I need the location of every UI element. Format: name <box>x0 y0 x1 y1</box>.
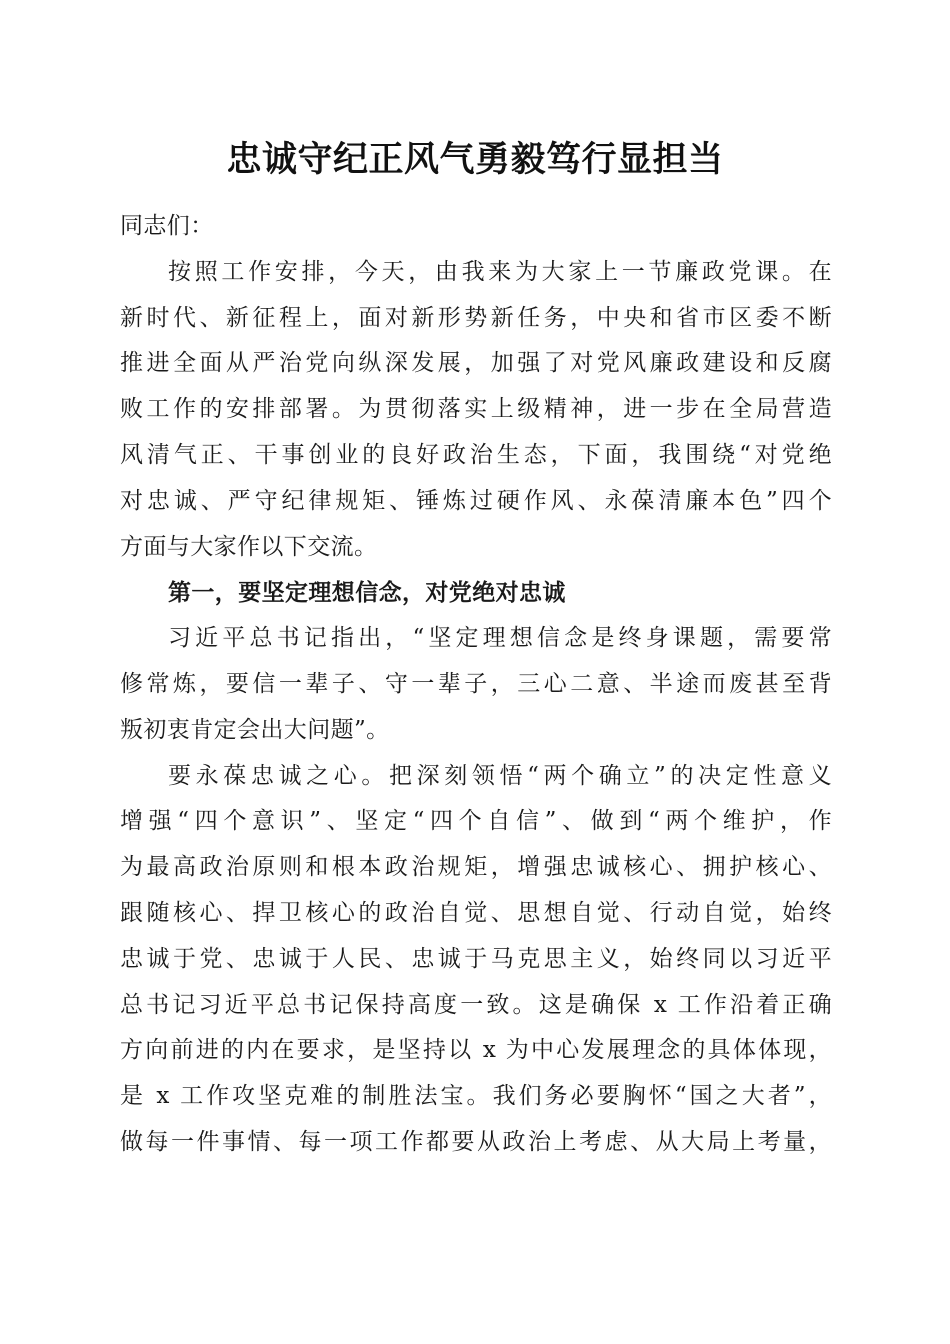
paragraph-line: 忠诚于党、忠诚于人民、忠诚于马克思主义，始终同以习近平 <box>120 945 832 972</box>
section-heading: 第一，要坚定理想信念，对党绝对忠诚 <box>168 579 566 607</box>
paragraph-line: 风清气正、干事创业的良好政治生态，下面，我围绕“对党绝 <box>120 441 832 468</box>
paragraph-line: 对忠诚、严守纪律规矩、锤炼过硬作风、永葆清廉本色”四个 <box>120 487 832 514</box>
paragraph-line: 习近平总书记指出，“坚定理想信念是终身课题，需要常 <box>168 625 832 652</box>
paragraph-line: 叛初衷肯定会出大问题”。 <box>120 716 390 743</box>
salutation: 同志们： <box>120 213 214 239</box>
paragraph-line: 推进全面从严治党向纵深发展，加强了对党风廉政建设和反腐 <box>120 350 832 377</box>
paragraph-line: 方向前进的内在要求，是坚持以 x 为中心发展理念的具体体现， <box>120 1037 832 1064</box>
paragraph-line: 是 x 工作攻坚克难的制胜法宝。我们务必要胸怀“国之大者”， <box>120 1083 832 1110</box>
paragraph-line: 做每一件事情、每一项工作都要从政治上考虑、从大局上考量， <box>120 1128 832 1155</box>
paragraph-line: 增强“四个意识”、坚定“四个自信”、做到“两个维护，作 <box>120 808 832 835</box>
paragraph-line: 为最高政治原则和根本政治规矩，增强忠诚核心、拥护核心、 <box>120 854 832 881</box>
document-title: 忠诚守纪正风气勇毅笃行显担当 <box>226 140 724 180</box>
paragraph-line: 跟随核心、捍卫核心的政治自觉、思想自觉、行动自觉，始终 <box>120 899 832 926</box>
paragraph-line: 败工作的安排部署。为贯彻落实上级精神，进一步在全局营造 <box>120 396 832 423</box>
paragraph-line: 新时代、新征程上，面对新形势新任务，中央和省市区委不断 <box>120 304 832 331</box>
paragraph-line: 按照工作安排，今天，由我来为大家上一节廉政党课。在 <box>168 258 832 285</box>
document-body <box>120 204 832 1166</box>
paragraph-line: 方面与大家作以下交流。 <box>120 533 378 560</box>
paragraph-line: 修常炼，要信一辈子、守一辈子，三心二意、半途而废甚至背 <box>120 670 832 697</box>
paragraph-line: 总书记习近平总书记保持高度一致。这是确保 x 工作沿着正确 <box>120 991 832 1018</box>
paragraph-line: 要永葆忠诚之心。把深刻领悟“两个确立”的决定性意义 <box>168 762 832 789</box>
